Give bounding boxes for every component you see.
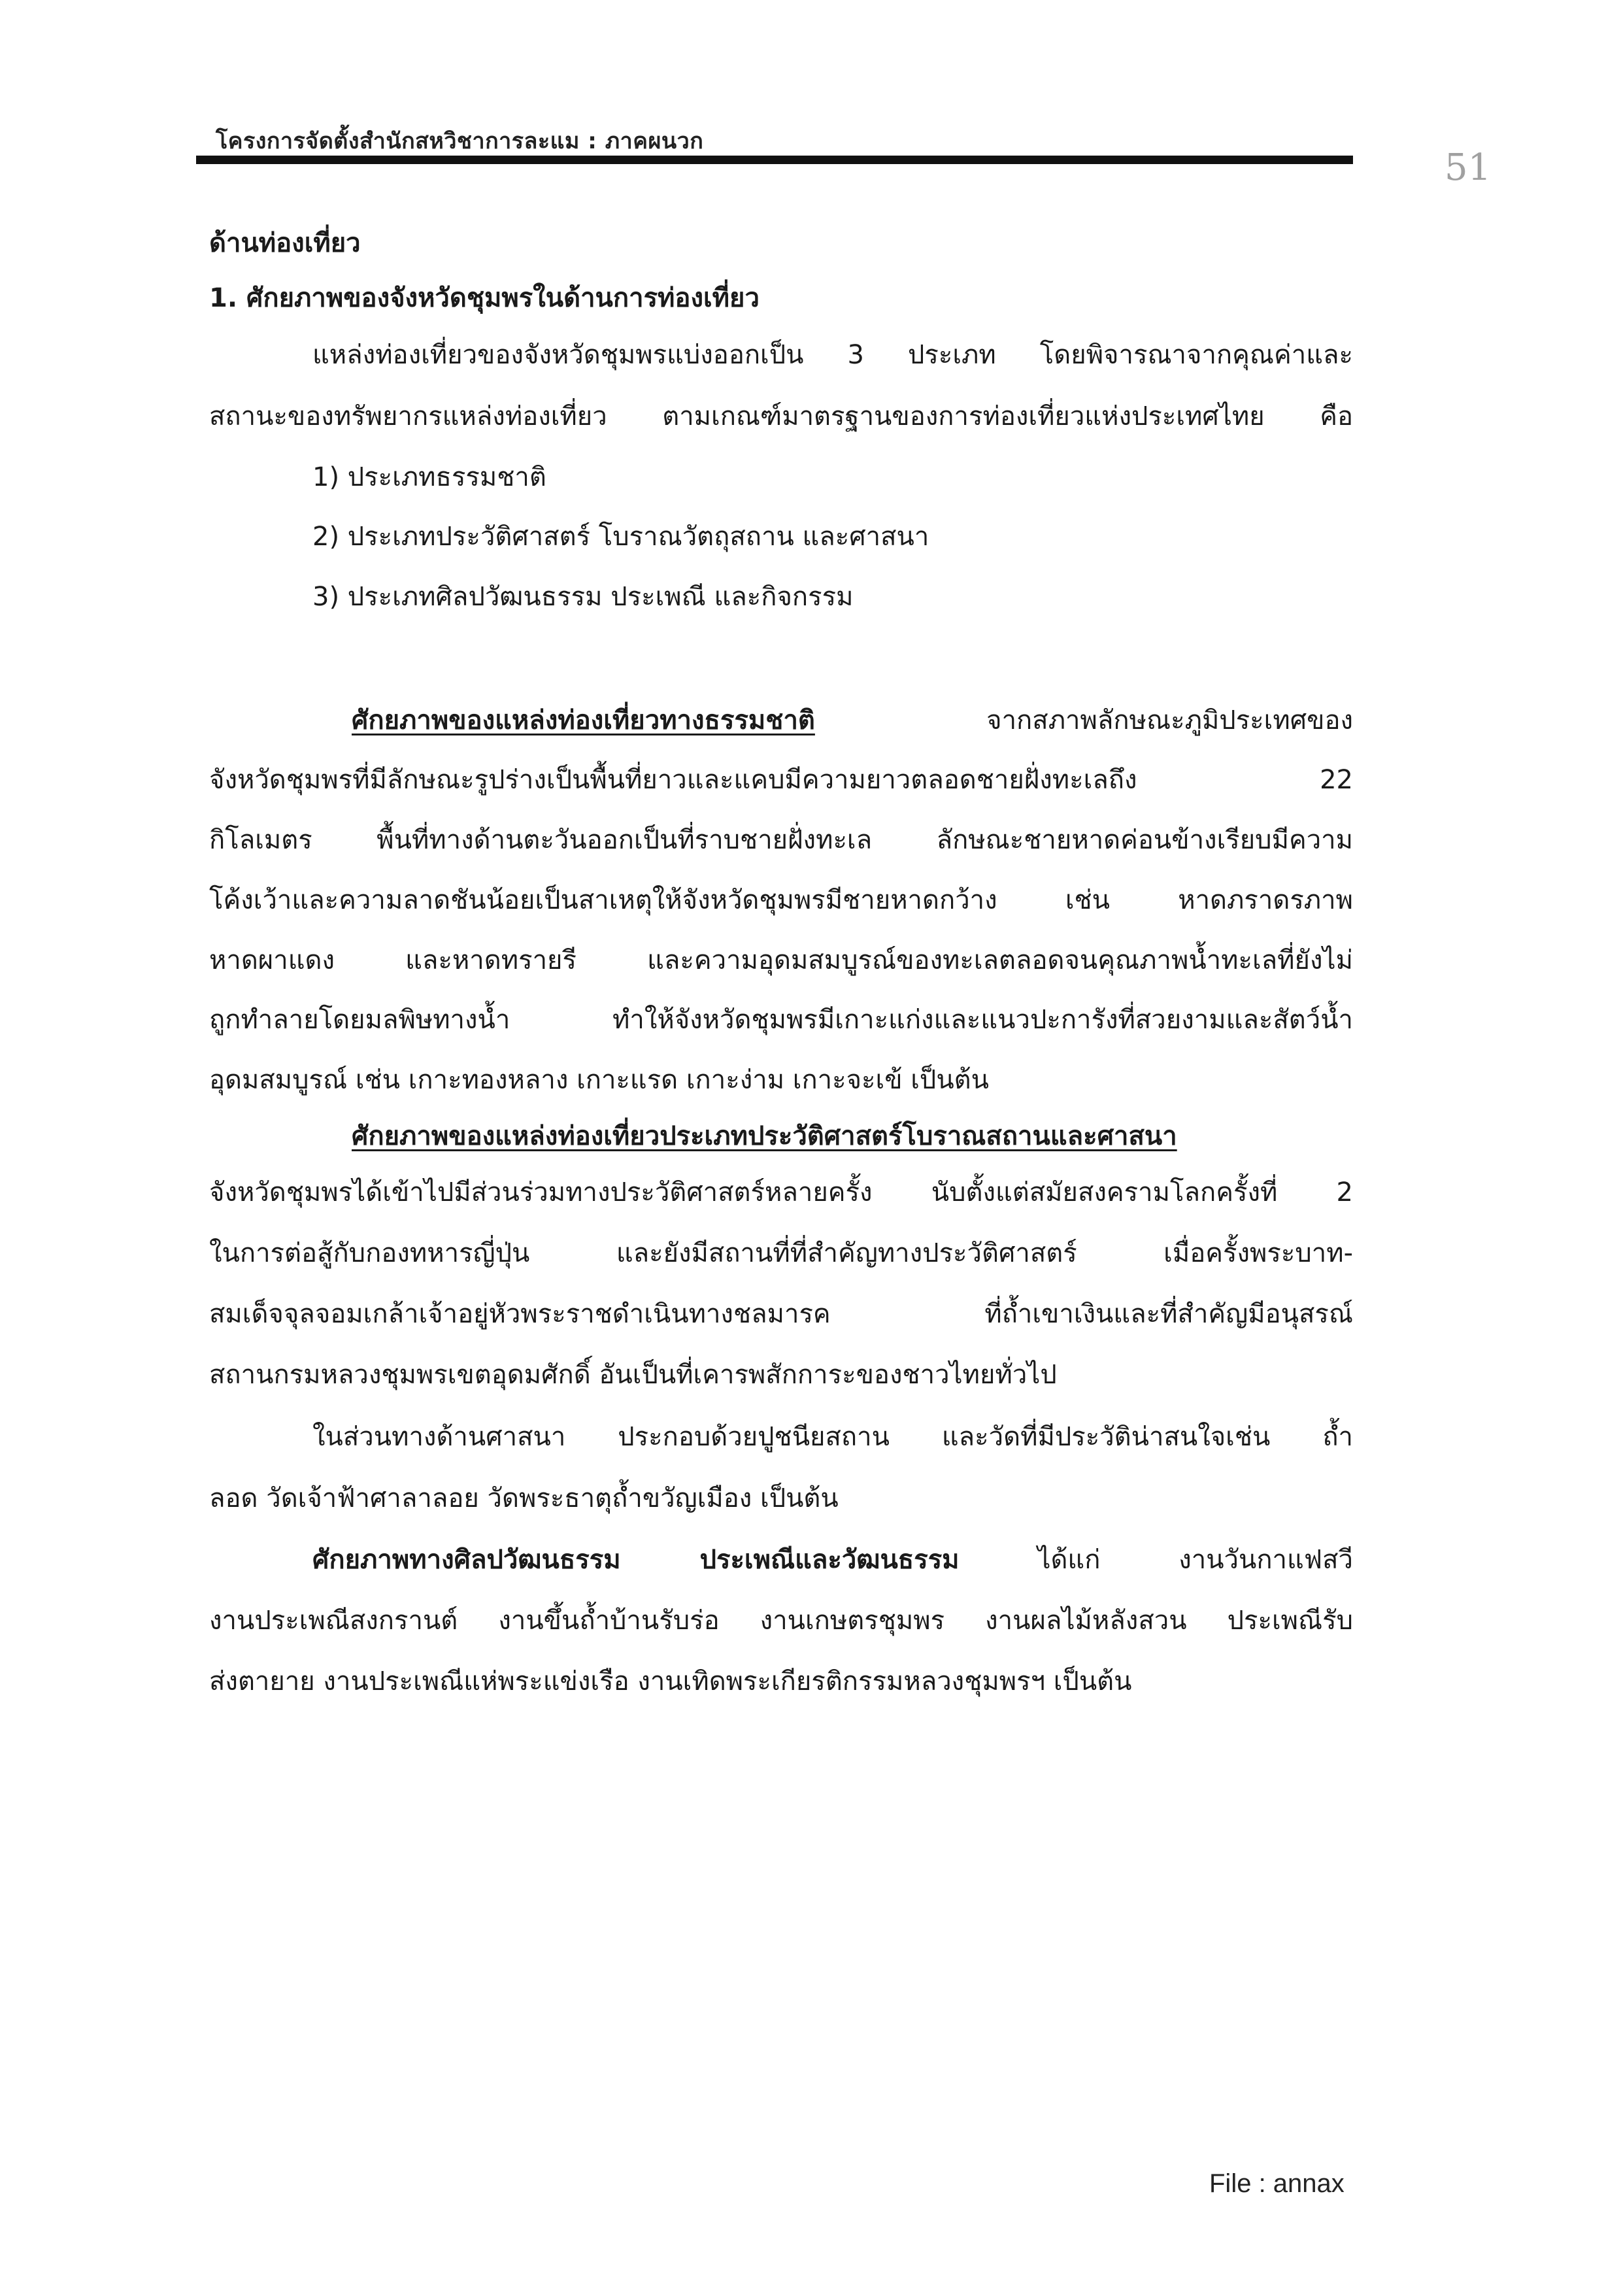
nature-paragraph-line: หาดผาแดง และหาดทรายรี และความอุดมสมบูรณ์ของทะเลตลอดจนคุณภาพน้ำทะเลที่ยังไม่ [209,945,1353,975]
page-number: 51 [1445,146,1492,189]
culture-paragraph-line: ศักยภาพทางศิลปวัฒนธรรม ประเพณีและวัฒนธรรม ได้แก่ งานวันกาแฟสวี [312,1545,1353,1575]
history-paragraph-line: จังหวัดชุมพรได้เข้าไปมีส่วนร่วมทางประวัติศาสตร์หลายครั้ง นับตั้งแต่สมัยสงครามโลกครั้งที่ 2 [209,1177,1353,1207]
history-paragraph-line: สมเด็จจุลจอมเกล้าเจ้าอยู่หัวพระราชดำเนินทางชลมารค ที่ถ้ำเขาเงินและที่สำคัญมีอนุสรณ์ [209,1299,1353,1329]
section-subheading: 1. ศักยภาพของจังหวัดชุมพรในด้านการท่องเที่ยว [209,283,760,313]
nature-paragraph-line: ถูกทำลายโดยมลพิษทางน้ำ ทำให้จังหวัดชุมพรมีเกาะแก่งและแนวปะการังที่สวยงามและสัตว์น้ำ [209,1005,1353,1035]
header-rule [196,156,1353,164]
nature-paragraph-line: กิโลเมตร พื้นที่ทางด้านตะวันออกเป็นที่ราบชายฝั่งทะเล ลักษณะชายหาดค่อนข้างเรียบมีความ [209,825,1353,855]
religion-paragraph-line: ในส่วนทางด้านศาสนา ประกอบด้วยปูชนียสถาน และวัดที่มีประวัติน่าสนใจเช่น ถ้ำ [312,1422,1353,1452]
category-item: 1) ประเภทธรรมชาติ [312,462,546,492]
nature-paragraph-line: ศักยภาพของแหล่งท่องเที่ยวทางธรรมชาติ จากสภาพลักษณะภูมิประเทศของ [352,705,1353,735]
history-paragraph-line: สถานกรมหลวงชุมพรเขตอุดมศักดิ์ อันเป็นที่เคารพสักการะของชาวไทยทั่วไป [209,1360,1057,1390]
religion-paragraph-line: ลอด วัดเจ้าฟ้าศาลาลอย วัดพระธาตุถ้ำขวัญเมือง เป็นต้น [209,1483,839,1513]
intro-line: สถานะของทรัพยากรแหล่งท่องเที่ยว ตามเกณฑ์มาตรฐานของการท่องเที่ยวแห่งประเทศไทย คือ [209,401,1353,431]
history-heading: ศักยภาพของแหล่งท่องเที่ยวประเภทประวัติศาสตร์โบราณสถานและศาสนา [352,1121,1177,1151]
running-header: โครงการจัดตั้งสำนักสหวิชาการละแม : ภาคผนวก [216,128,704,154]
culture-paragraph-line: ส่งตายาย งานประเพณีแห่พระแข่งเรือ งานเทิดพระเกียรติกรรมหลวงชุมพรฯ เป็นต้น [209,1666,1132,1697]
section-heading: ด้านท่องเที่ยว [209,228,361,258]
nature-paragraph-line: จังหวัดชุมพรที่มีลักษณะรูปร่างเป็นพื้นที่ยาวและแคบมีความยาวตลอดชายฝั่งทะเลถึง 22 [209,765,1353,795]
category-item: 2) ประเภทประวัติศาสตร์ โบราณวัตถุสถาน และศาสนา [312,522,929,552]
nature-heading: ศักยภาพของแหล่งท่องเที่ยวทางธรรมชาติ [352,705,815,735]
intro-line: แหล่งท่องเที่ยวของจังหวัดชุมพรแบ่งออกเป็น 3 ประเภท โดยพิจารณาจากคุณค่าและ [312,340,1353,370]
nature-paragraph-line: อุดมสมบูรณ์ เช่น เกาะทองหลาง เกาะแรด เกาะง่าม เกาะจะเข้ เป็นต้น [209,1065,989,1095]
culture-paragraph-line: งานประเพณีสงกรานต์ งานขึ้นถ้ำบ้านรับร่อ งานเกษตรชุมพร งานผลไม้หลังสวน ประเพณีรับ [209,1606,1353,1636]
culture-heading: ศักยภาพทางศิลปวัฒนธรรม ประเพณีและวัฒนธรรม [312,1545,960,1575]
nature-paragraph-line: โค้งเว้าและความลาดชันน้อยเป็นสาเหตุให้จังหวัดชุมพรมีชายหาดกว้าง เช่น หาดภราดรภาพ [209,885,1353,915]
category-item: 3) ประเภทศิลปวัฒนธรรม ประเพณี และกิจกรรม [312,582,854,612]
file-label: File : annax [1209,2169,1345,2198]
history-paragraph-line: ในการต่อสู้กับกองทหารญี่ปุ่น และยังมีสถานที่ที่สำคัญทางประวัติศาสตร์ เมื่อครั้งพระบาท- [209,1238,1353,1268]
